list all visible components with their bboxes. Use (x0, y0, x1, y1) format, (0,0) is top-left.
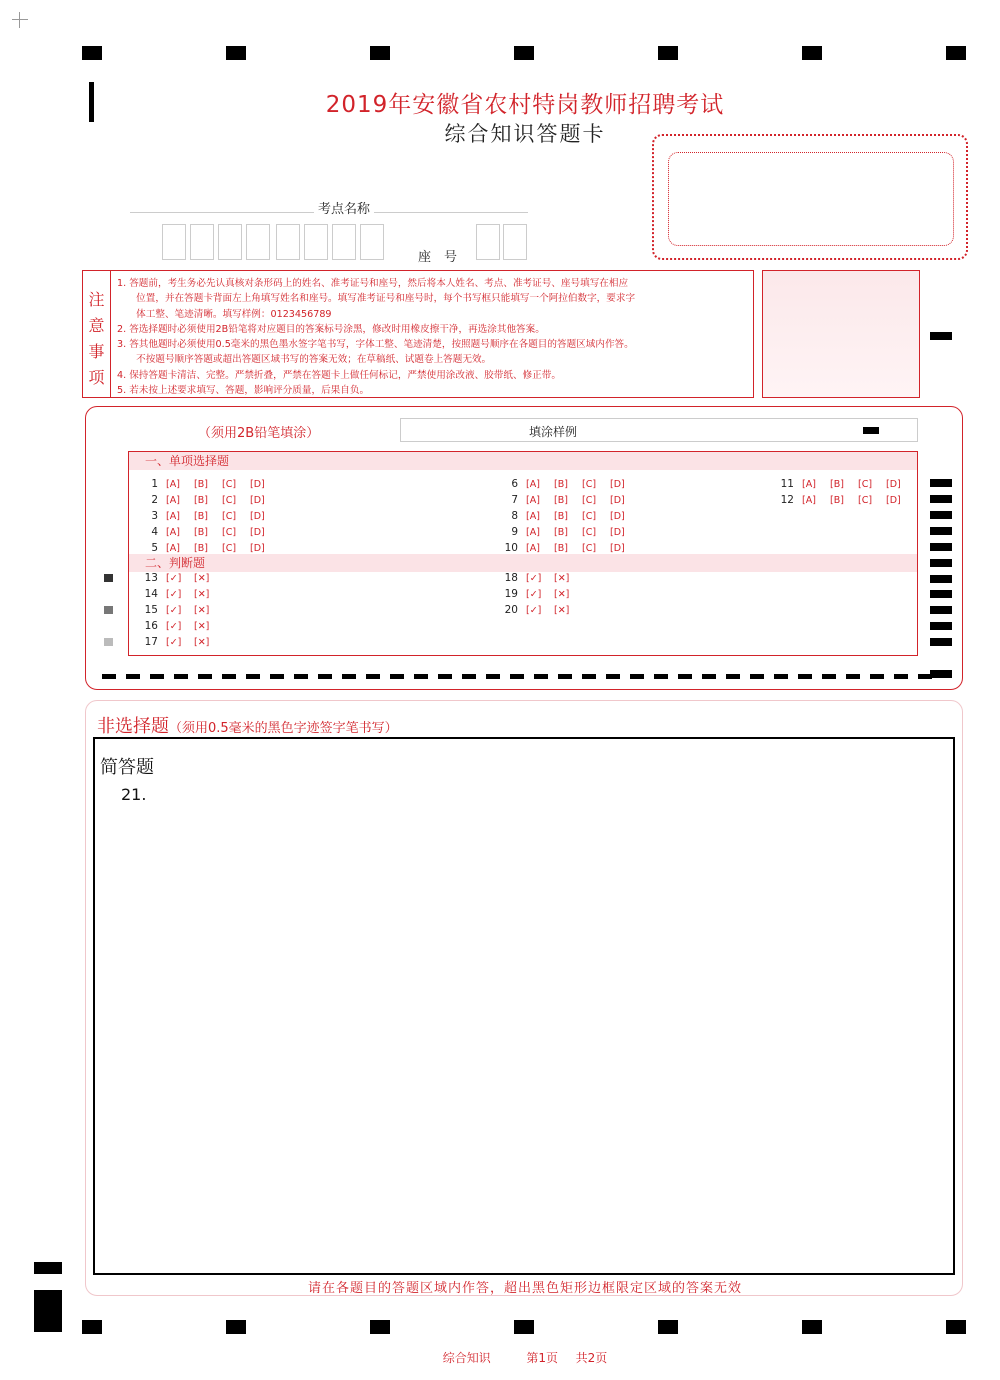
timing-dash (702, 674, 716, 679)
answer-bubble[interactable]: [C] (222, 543, 237, 554)
timing-mark (82, 1320, 102, 1334)
answer-bubble[interactable]: [D] (250, 479, 265, 490)
timing-dash (150, 674, 164, 679)
timing-mark (946, 1320, 966, 1334)
question-row (136, 618, 222, 634)
question-row (496, 524, 638, 540)
answer-bubble[interactable]: [B] (554, 543, 568, 554)
question-21-number: 21. (121, 785, 147, 804)
question-row (136, 476, 278, 492)
timing-dash (798, 674, 812, 679)
answer-bubble[interactable]: [B] (194, 543, 208, 554)
barcode-inner-frame (668, 152, 954, 246)
question-row (496, 476, 638, 492)
timing-dash (630, 674, 644, 679)
question-number: 20 (504, 604, 518, 616)
timing-mark (946, 46, 966, 60)
answer-bubble[interactable]: [✓] (166, 621, 182, 632)
timing-dash (918, 674, 932, 679)
timing-mark (34, 1262, 62, 1274)
answer-bubble[interactable]: [B] (554, 527, 568, 538)
question-number: 13 (144, 572, 158, 584)
answer-bubble[interactable]: [B] (830, 495, 844, 506)
timing-dash (750, 674, 764, 679)
timing-mark (226, 1320, 246, 1334)
id-digit-box[interactable] (360, 224, 384, 260)
question-number: 9 (511, 526, 518, 538)
question-number: 10 (504, 542, 518, 554)
question-number: 4 (151, 526, 158, 538)
timing-dash (438, 674, 452, 679)
answer-bubble[interactable]: [✕] (554, 573, 570, 584)
answer-bubble[interactable]: [D] (610, 511, 625, 522)
timing-mark (930, 638, 952, 646)
answer-box[interactable] (93, 737, 955, 1275)
answer-bubble[interactable]: [B] (554, 511, 568, 522)
timing-dash (414, 674, 428, 679)
timing-dash (846, 674, 860, 679)
answer-bubble[interactable]: [B] (554, 495, 568, 506)
answer-bubble[interactable]: [✕] (194, 621, 210, 632)
answer-bubble[interactable]: [A] (526, 543, 540, 554)
seat-digit-box[interactable] (503, 224, 527, 260)
answer-bubble[interactable]: [A] (166, 511, 180, 522)
answer-bubble[interactable]: [A] (802, 495, 816, 506)
boundary-warning: 请在各题目的答题区域内作答，超出黑色矩形边框限定区域的答案无效 (307, 1281, 742, 1296)
exam-site-label: 考点名称 (314, 198, 374, 217)
calibration-square (104, 574, 113, 582)
answer-bubble[interactable]: [C] (858, 479, 873, 490)
timing-dash (318, 674, 332, 679)
question-row (136, 570, 222, 586)
answer-bubble[interactable]: [✓] (526, 605, 542, 616)
question-number: 1 (151, 478, 158, 490)
question-number: 3 (151, 510, 158, 522)
answer-bubble[interactable]: [✓] (526, 589, 542, 600)
timing-mark (802, 1320, 822, 1334)
timing-mark (930, 559, 952, 567)
absent-mark-area (762, 270, 920, 398)
question-row (496, 570, 582, 586)
section-single-choice: 一、单项选择题 (129, 452, 917, 470)
question-number: 16 (144, 620, 158, 632)
calibration-square (104, 606, 113, 614)
answer-bubble[interactable]: [D] (610, 527, 625, 538)
answer-bubble[interactable]: [A] (526, 527, 540, 538)
answer-bubble[interactable]: [B] (194, 495, 208, 506)
timing-mark (930, 590, 952, 598)
question-number: 6 (511, 478, 518, 490)
timing-dash (246, 674, 260, 679)
timing-dash (342, 674, 356, 679)
answer-bubble[interactable]: [A] (166, 495, 180, 506)
timing-dash (726, 674, 740, 679)
timing-dash (606, 674, 620, 679)
timing-dash (126, 674, 140, 679)
timing-mark (930, 543, 952, 551)
timing-mark (34, 1290, 62, 1332)
notice-panel (82, 270, 754, 398)
timing-dash (294, 674, 308, 679)
answer-bubble[interactable]: [A] (166, 543, 180, 554)
seat-digit-box[interactable] (476, 224, 500, 260)
id-digit-box[interactable] (276, 224, 300, 260)
timing-dash (774, 674, 788, 679)
question-number: 11 (780, 478, 794, 490)
question-number: 18 (504, 572, 518, 584)
question-row (496, 586, 582, 602)
answer-bubble[interactable]: [D] (886, 479, 901, 490)
seat-label: 座 号 (418, 250, 458, 265)
answer-bubble[interactable]: [✓] (166, 589, 182, 600)
answer-bubble[interactable]: [✕] (194, 573, 210, 584)
page-footer: 综合知识 第1页 共2页 (442, 1351, 608, 1365)
answer-bubble[interactable]: [D] (250, 527, 265, 538)
timing-dash (102, 674, 116, 679)
question-row (496, 540, 638, 556)
question-row (496, 492, 638, 508)
answer-bubble[interactable]: [B] (194, 479, 208, 490)
answer-bubble[interactable]: [A] (166, 527, 180, 538)
question-number: 12 (780, 494, 794, 506)
answer-bubble[interactable]: [D] (610, 495, 625, 506)
question-number: 19 (504, 588, 518, 600)
notice-text: 1. 答题前，考生务必先认真核对条形码上的姓名、准考证号和座号，然后将本人姓名、考点、准考证号、座号填写在相应 位置，并在答题卡背面左上角填写姓名和座号。填写准考证号和座号时，每个书写框只能填写一个阿拉伯数字，要求字 体工整、笔迹清晰。填写样例：0123456789 2. 答选择题时必须使用2B铅笔将对应题目的答案标号涂黑，修改时用橡皮擦干净，再选涂其他答案。 3. 答其他题时必须使用0.5毫米的黑色墨水签字笔书写，字体工整、笔迹清楚，按照题号顺序在各题目的答题区域内作答。 不按题号顺序答题或超出答题区域书写的答案无效；在草稿纸、试题卷上答题无效。 4. 保持答题卡清洁、完整。严禁折叠，严禁在答题卡上做任何标记，严禁使用涂改液、胶带纸、修正带。 5. 若未按上述要求填写、答题，影响评分质量，后果自负。 (117, 278, 636, 397)
answer-bubble[interactable]: [B] (194, 527, 208, 538)
question-row (136, 492, 278, 508)
timing-dash (462, 674, 476, 679)
answer-bubble[interactable]: [✓] (166, 637, 182, 648)
answer-bubble[interactable]: [✓] (166, 573, 182, 584)
timing-dash (390, 674, 404, 679)
card-subtitle: 综合知识答题卡 (444, 122, 606, 146)
fill-sample-mark (863, 427, 879, 434)
timing-dash (366, 674, 380, 679)
timing-mark (514, 1320, 534, 1334)
timing-dash (822, 674, 836, 679)
question-row (136, 634, 222, 650)
question-row (772, 492, 914, 508)
answer-bubble[interactable]: [B] (554, 479, 568, 490)
answer-bubble[interactable]: [✕] (554, 605, 570, 616)
id-digit-box[interactable] (246, 224, 270, 260)
answer-bubble[interactable]: [D] (250, 511, 265, 522)
answer-bubble[interactable]: [C] (582, 479, 597, 490)
crop-mark (12, 12, 28, 28)
answer-bubble[interactable]: [C] (222, 495, 237, 506)
timing-mark (930, 527, 952, 535)
timing-mark (930, 575, 952, 583)
answer-bubble[interactable]: [B] (830, 479, 844, 490)
calibration-square (104, 638, 113, 646)
question-row (772, 476, 914, 492)
answer-bubble[interactable]: [D] (610, 543, 625, 554)
timing-mark (930, 332, 952, 340)
timing-dash (198, 674, 212, 679)
timing-dash (270, 674, 284, 679)
id-digit-box[interactable] (304, 224, 328, 260)
subjective-subtitle: （须用0.5毫米的黑色字迹签字笔书写） (169, 721, 398, 736)
section-short-answer: 简答题 (100, 757, 154, 778)
answer-bubble[interactable]: [C] (222, 479, 237, 490)
answer-bubble[interactable]: [C] (582, 511, 597, 522)
timing-mark (930, 495, 952, 503)
timing-mark (930, 479, 952, 487)
answer-bubble[interactable]: [C] (222, 527, 237, 538)
answer-bubble[interactable]: [A] (166, 479, 180, 490)
timing-mark (514, 46, 534, 60)
question-row (136, 508, 278, 524)
timing-dash (870, 674, 884, 679)
id-digit-box[interactable] (190, 224, 214, 260)
answer-bubble[interactable]: [D] (250, 543, 265, 554)
timing-dash (558, 674, 572, 679)
section-true-false: 二、判断题 (129, 554, 917, 572)
timing-mark (930, 670, 952, 678)
answer-bubble[interactable]: [✕] (554, 589, 570, 600)
timing-mark (226, 46, 246, 60)
question-row (136, 586, 222, 602)
timing-dash (510, 674, 524, 679)
notice-side-label: 注 意 事 项 (83, 271, 111, 397)
answer-bubble[interactable]: [B] (194, 511, 208, 522)
id-digit-box[interactable] (162, 224, 186, 260)
answer-bubble[interactable]: [A] (526, 511, 540, 522)
timing-dash (654, 674, 668, 679)
timing-mark (658, 1320, 678, 1334)
timing-dash (582, 674, 596, 679)
answer-bubble[interactable]: [D] (250, 495, 265, 506)
answer-bubble[interactable]: [D] (886, 495, 901, 506)
question-number: 17 (144, 636, 158, 648)
question-number: 14 (144, 588, 158, 600)
timing-mark (802, 46, 822, 60)
question-row (136, 540, 278, 556)
answer-bubble[interactable]: [✓] (526, 573, 542, 584)
question-number: 8 (511, 510, 518, 522)
answer-bubble[interactable]: [✓] (166, 605, 182, 616)
answer-bubble[interactable]: [C] (582, 543, 597, 554)
timing-mark (930, 511, 952, 519)
id-digit-box[interactable] (218, 224, 242, 260)
exam-title: 2019年安徽省农村特岗教师招聘考试 (325, 92, 725, 118)
timing-mark (930, 622, 952, 630)
timing-mark (370, 1320, 390, 1334)
timing-mark (658, 46, 678, 60)
answer-bubble[interactable]: [A] (526, 479, 540, 490)
subjective-title: 非选择题（须用0.5毫米的黑色字迹签字笔书写） (97, 716, 398, 737)
timing-mark (930, 606, 952, 614)
question-number: 7 (511, 494, 518, 506)
question-row (496, 508, 638, 524)
timing-dash (174, 674, 188, 679)
answer-bubble[interactable]: [C] (582, 495, 597, 506)
answer-bubble[interactable]: [D] (610, 479, 625, 490)
answer-bubble[interactable]: [A] (802, 479, 816, 490)
timing-dash (222, 674, 236, 679)
answer-bubble[interactable]: [✕] (194, 637, 210, 648)
pencil-note: （须用2B铅笔填涂） (198, 426, 320, 441)
timing-mark (82, 46, 102, 60)
timing-dash (678, 674, 692, 679)
answer-bubble[interactable]: [A] (526, 495, 540, 506)
question-row (136, 524, 278, 540)
question-number: 15 (144, 604, 158, 616)
timing-dash (534, 674, 548, 679)
question-number: 5 (151, 542, 158, 554)
timing-dash (486, 674, 500, 679)
fill-sample-label: 填涂样例 (529, 425, 578, 439)
answer-bubble[interactable]: [C] (222, 511, 237, 522)
id-digit-box[interactable] (332, 224, 356, 260)
answer-bubble[interactable]: [✕] (194, 589, 210, 600)
answer-bubble[interactable]: [✕] (194, 605, 210, 616)
timing-dash (894, 674, 908, 679)
question-row (496, 602, 582, 618)
question-row (136, 602, 222, 618)
fill-sample-box (400, 418, 918, 442)
timing-mark (370, 46, 390, 60)
question-number: 2 (151, 494, 158, 506)
answer-bubble[interactable]: [C] (582, 527, 597, 538)
answer-bubble[interactable]: [C] (858, 495, 873, 506)
